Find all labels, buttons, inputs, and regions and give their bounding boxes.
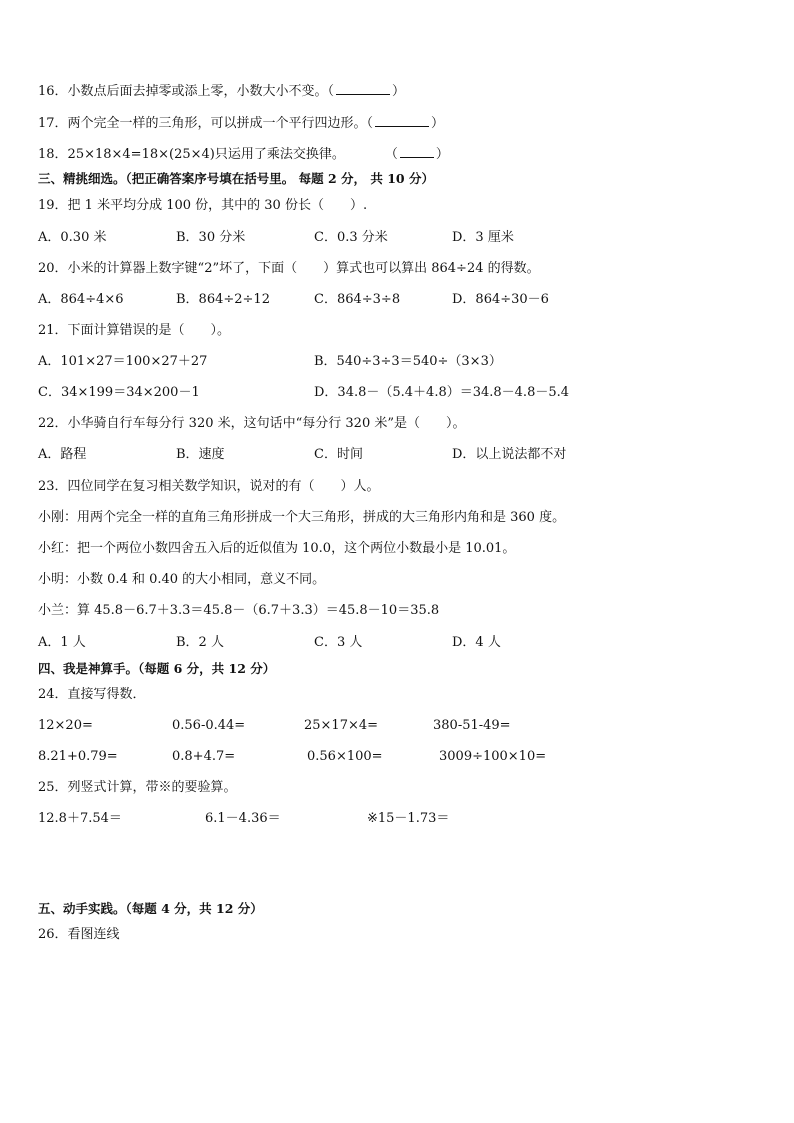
question-16-text: 16．小数点后面去掉零或添上零，小数大小不变。（ [38, 84, 335, 99]
q21-option-b[interactable]: B．540÷3÷3＝540÷（3×3） [314, 354, 502, 369]
q25-item-2: 6.1－4.36＝ [205, 811, 281, 826]
q22-option-b[interactable]: B．速度 [176, 447, 225, 462]
q19-option-d[interactable]: D．3 厘米 [452, 230, 514, 245]
q21-option-d[interactable]: D．34.8－（5.4＋4.8）＝34.8－4.8－5.4 [314, 385, 570, 400]
question-16 [38, 82, 405, 101]
q23-statement-xiaoming: 小明：小数 0.4 和 0.40 的大小相同，意义不同。 [38, 572, 326, 587]
answer-blank-17[interactable] [375, 114, 429, 127]
q23-option-b[interactable]: B．2 人 [176, 635, 224, 650]
question-18 [38, 145, 449, 164]
q24-item-4: 380-51-49= [433, 718, 511, 733]
q25-item-3: ※15－1.73＝ [367, 811, 450, 826]
q23-option-c[interactable]: C．3 人 [314, 635, 363, 650]
section-3-heading: 三、精挑细选。（把正确答案序号填在括号里。 每题 2 分， 共 10 分） [38, 171, 434, 186]
q23-statement-xiaohong: 小红：把一个两位小数四舍五入后的近似值为 10.0，这个两位小数最小是 10.01。 [38, 541, 516, 556]
section-5-heading: 五、动手实践。（每题 4 分，共 12 分） [38, 901, 263, 916]
q25-item-1: 12.8＋7.54＝ [38, 811, 122, 826]
question-16-close: ） [392, 84, 406, 99]
question-18-open: （ [384, 147, 398, 162]
q24-item-6: 0.8+4.7= [172, 749, 236, 764]
q20-option-d[interactable]: D．864÷30－6 [452, 292, 549, 307]
q23-option-a[interactable]: A．1 人 [38, 635, 86, 650]
q20-option-c[interactable]: C．864÷3÷8 [314, 292, 401, 307]
q23-option-d[interactable]: D．4 人 [452, 635, 501, 650]
q20-option-b[interactable]: B．864÷2÷12 [176, 292, 270, 307]
answer-blank-16[interactable] [336, 82, 390, 95]
question-19: 19．把 1 米平均分成 100 份，其中的 30 份长（ ）. [38, 198, 368, 213]
q24-item-7: 0.56×100= [307, 749, 383, 764]
answer-blank-18[interactable] [400, 145, 434, 158]
question-18-close: ） [435, 147, 449, 162]
q22-option-c[interactable]: C．时间 [314, 447, 363, 462]
question-17-text: 17．两个完全一样的三角形，可以拼成一个平行四边形。（ [38, 116, 374, 131]
q24-item-5: 8.21+0.79= [38, 749, 118, 764]
question-26: 26．看图连线 [38, 927, 120, 942]
question-21: 21．下面计算错误的是（ ）。 [38, 323, 231, 338]
question-25: 25．列竖式计算，带※的要验算。 [38, 780, 237, 795]
q20-option-a[interactable]: A．864÷4×6 [38, 292, 124, 307]
q19-option-a[interactable]: A．0.30 米 [38, 230, 107, 245]
question-23: 23．四位同学在复习相关数学知识，说对的有（ ）人。 [38, 479, 380, 494]
question-17-close: ） [431, 116, 445, 131]
q19-option-c[interactable]: C．0.3 分米 [314, 230, 388, 245]
section-4-heading: 四、我是神算手。（每题 6 分，共 12 分） [38, 661, 276, 676]
q24-item-1: 12×20= [38, 718, 93, 733]
q23-statement-xiaolan: 小兰：算 45.8－6.7＋3.3＝45.8－（6.7＋3.3）＝45.8－10＝35.8 [38, 603, 440, 618]
q24-item-8: 3009÷100×10= [439, 749, 547, 764]
q22-option-a[interactable]: A．路程 [38, 447, 87, 462]
question-17 [38, 114, 444, 133]
question-24: 24．直接写得数． [38, 687, 146, 702]
q21-option-a[interactable]: A．101×27＝100×27＋27 [38, 354, 208, 369]
question-22: 22．小华骑自行车每分行 320 米，这句话中“每分行 320 米”是（ ）。 [38, 416, 466, 431]
q24-item-2: 0.56-0.44= [172, 718, 246, 733]
q23-statement-xiaogang: 小刚：用两个完全一样的直角三角形拼成一个大三角形，拼成的大三角形内角和是 360 度。 [38, 510, 566, 525]
q24-item-3: 25×17×4= [304, 718, 379, 733]
q19-option-b[interactable]: B．30 分米 [176, 230, 246, 245]
q22-option-d[interactable]: D．以上说法都不对 [452, 447, 567, 462]
question-20: 20．小米的计算器上数字键“2”坏了，下面（ ）算式也可以算出 864÷24 的得数。 [38, 261, 540, 276]
question-18-text: 18．25×18×4=18×(25×4)只运用了乘法交换律。 [38, 147, 345, 162]
q21-option-c[interactable]: C．34×199＝34×200－1 [38, 385, 200, 400]
